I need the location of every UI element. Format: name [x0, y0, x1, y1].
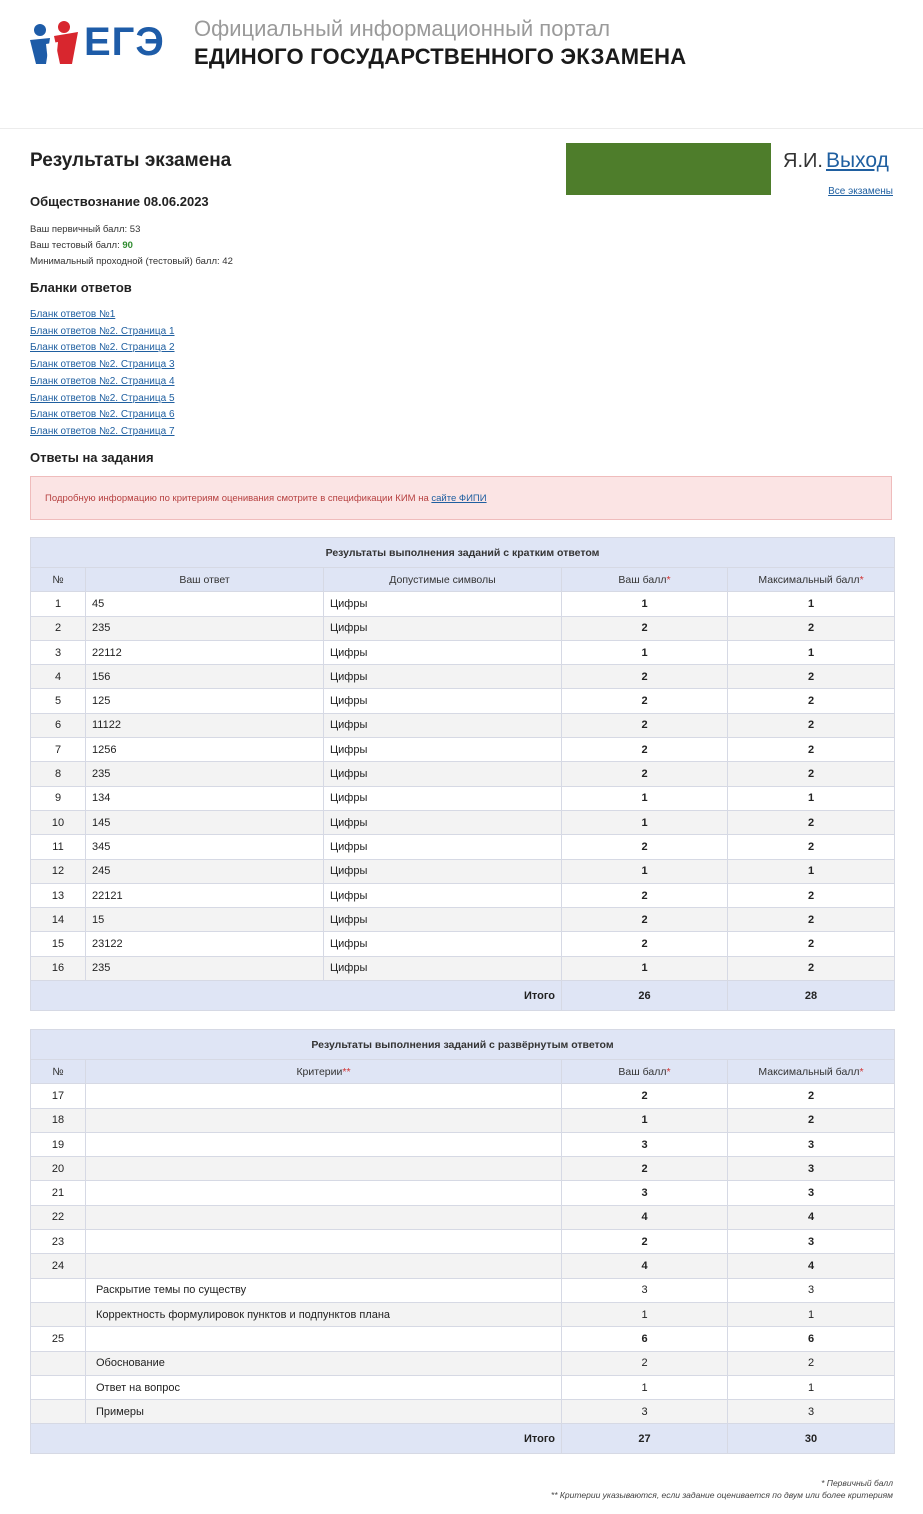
allowed-symbols: Цифры	[324, 956, 562, 980]
criterion-name	[86, 1108, 562, 1132]
max-score: 4	[728, 1254, 895, 1278]
criterion-name: Ответ на вопрос	[86, 1375, 562, 1399]
blank-link[interactable]: Бланк ответов №2. Страница 1	[30, 325, 175, 337]
max-score: 2	[728, 1108, 895, 1132]
total-label: Итого	[31, 981, 562, 1011]
your-score: 3	[562, 1400, 728, 1424]
task-number: 14	[31, 908, 86, 932]
col-max-header	[728, 568, 895, 592]
logo-figure-icon	[28, 20, 80, 66]
primary-score-label: Ваш первичный балл:	[30, 224, 130, 235]
task-number: 10	[31, 810, 86, 834]
task-number: 2	[31, 616, 86, 640]
max-score: 2	[728, 1084, 895, 1108]
task-number: 25	[31, 1327, 86, 1351]
allowed-symbols: Цифры	[324, 786, 562, 810]
your-score: 3	[562, 1132, 728, 1156]
allowed-symbols: Цифры	[324, 640, 562, 664]
min-score-value: 42	[222, 256, 233, 267]
table-row	[31, 738, 895, 762]
your-answer: 235	[86, 956, 324, 980]
task-number: 20	[31, 1157, 86, 1181]
total-score: 26	[562, 981, 728, 1011]
allowed-symbols: Цифры	[324, 738, 562, 762]
your-answer: 1256	[86, 738, 324, 762]
blank-link[interactable]: Бланк ответов №2. Страница 2	[30, 342, 175, 354]
col-score-header	[562, 568, 728, 592]
max-score: 2	[728, 932, 895, 956]
total-label: Итого	[31, 1424, 562, 1454]
max-score: 1	[728, 859, 895, 883]
criterion-name: Примеры	[86, 1400, 562, 1424]
max-score: 2	[728, 835, 895, 859]
max-score: 2	[728, 713, 895, 737]
max-score: 2	[728, 883, 895, 907]
task-number	[31, 1278, 86, 1302]
max-score: 3	[728, 1278, 895, 1302]
your-score: 2	[562, 1084, 728, 1108]
table-row	[31, 665, 895, 689]
criteria-row	[31, 1351, 895, 1375]
total-row	[31, 981, 895, 1011]
your-score: 2	[562, 1230, 728, 1254]
your-answer: 11122	[86, 713, 324, 737]
your-answer: 23122	[86, 932, 324, 956]
task-number	[31, 1375, 86, 1399]
table-row	[31, 1132, 895, 1156]
your-score: 2	[562, 883, 728, 907]
task-number: 18	[31, 1108, 86, 1132]
max-score: 2	[728, 762, 895, 786]
table-row	[31, 883, 895, 907]
criteria-row	[31, 1278, 895, 1302]
max-score: 1	[728, 640, 895, 664]
max-score: 4	[728, 1205, 895, 1229]
fipi-link[interactable]: сайте ФИПИ	[431, 493, 487, 504]
allowed-symbols: Цифры	[324, 908, 562, 932]
task-number: 24	[31, 1254, 86, 1278]
blanks-title: Бланки ответов	[30, 280, 132, 295]
short-answer-table	[30, 537, 895, 1011]
table-row	[31, 616, 895, 640]
your-score: 1	[562, 1108, 728, 1132]
task-number: 4	[31, 665, 86, 689]
allowed-symbols: Цифры	[324, 932, 562, 956]
table-row	[31, 956, 895, 980]
task-number: 21	[31, 1181, 86, 1205]
allowed-symbols: Цифры	[324, 883, 562, 907]
allowed-symbols: Цифры	[324, 592, 562, 616]
table-row	[31, 689, 895, 713]
portal-title: ЕДИНОГО ГОСУДАРСТВЕННОГО ЭКЗАМЕНА	[194, 44, 687, 69]
task-number: 5	[31, 689, 86, 713]
asterisk: *	[859, 1065, 864, 1078]
max-score: 1	[728, 1302, 895, 1326]
table-row	[31, 859, 895, 883]
max-header-label: Максимальный балл	[758, 1065, 860, 1078]
primary-score-line	[30, 222, 233, 238]
score-header-label: Ваш балл	[618, 573, 667, 586]
asterisk: *	[666, 573, 671, 586]
your-score: 2	[562, 665, 728, 689]
your-score: 2	[562, 738, 728, 762]
your-answer: 15	[86, 908, 324, 932]
max-score: 3	[728, 1157, 895, 1181]
your-answer: 235	[86, 616, 324, 640]
site-header	[0, 0, 923, 129]
your-score: 3	[562, 1278, 728, 1302]
col-max-header	[728, 1060, 895, 1084]
col-number-header: №	[31, 568, 86, 592]
max-score: 2	[728, 738, 895, 762]
max-header-label: Максимальный балл	[758, 573, 860, 586]
table-row	[31, 713, 895, 737]
task-number: 1	[31, 592, 86, 616]
total-max: 28	[728, 981, 895, 1011]
col-answer-header: Ваш ответ	[86, 568, 324, 592]
table-row	[31, 1157, 895, 1181]
blank-link[interactable]: Бланк ответов №2. Страница 3	[30, 359, 175, 371]
criterion-name	[86, 1327, 562, 1351]
task-number: 7	[31, 738, 86, 762]
your-score: 2	[562, 713, 728, 737]
max-score: 2	[728, 956, 895, 980]
your-score: 1	[562, 592, 728, 616]
criteria-header-label: Критерии	[296, 1065, 343, 1078]
your-score: 4	[562, 1254, 728, 1278]
table-row	[31, 592, 895, 616]
your-score: 2	[562, 908, 728, 932]
your-score: 6	[562, 1327, 728, 1351]
all-exams-link[interactable]: Все экзамены	[828, 186, 893, 197]
task-number: 16	[31, 956, 86, 980]
allowed-symbols: Цифры	[324, 689, 562, 713]
criterion-name	[86, 1205, 562, 1229]
redacted-name-block	[566, 143, 771, 195]
table-row	[31, 1230, 895, 1254]
long-table-caption: Результаты выполнения заданий с развёрнутым ответом	[31, 1030, 895, 1060]
your-score: 1	[562, 1375, 728, 1399]
blank-link[interactable]: Бланк ответов №2. Страница 6	[30, 409, 175, 421]
task-number: 15	[31, 932, 86, 956]
task-number: 23	[31, 1230, 86, 1254]
your-answer: 125	[86, 689, 324, 713]
your-score: 1	[562, 640, 728, 664]
task-number: 19	[31, 1132, 86, 1156]
task-number	[31, 1351, 86, 1375]
footnotes	[551, 1477, 893, 1501]
allowed-symbols: Цифры	[324, 762, 562, 786]
your-answer: 156	[86, 665, 324, 689]
logo-text: ЕГЭ	[84, 20, 165, 64]
portal-subtitle: Официальный информационный портал	[194, 16, 611, 41]
test-score-line	[30, 238, 233, 254]
primary-score-value: 53	[129, 224, 141, 235]
blank-link[interactable]: Бланк ответов №2. Страница 5	[30, 392, 175, 404]
your-score: 2	[562, 689, 728, 713]
max-score: 1	[728, 592, 895, 616]
max-score: 2	[728, 908, 895, 932]
test-score-label: Ваш тестовый балл:	[30, 240, 123, 251]
exam-subject: Обществознание 08.06.2023	[30, 194, 209, 209]
allowed-symbols: Цифры	[324, 616, 562, 640]
allowed-symbols: Цифры	[324, 713, 562, 737]
table-row	[31, 1327, 895, 1351]
max-score: 3	[728, 1400, 895, 1424]
user-name: Я.И.	[783, 150, 823, 172]
your-score: 1	[562, 786, 728, 810]
max-score: 2	[728, 810, 895, 834]
blanks-list	[30, 307, 175, 441]
table-row	[31, 1108, 895, 1132]
your-answer: 145	[86, 810, 324, 834]
table-row	[31, 908, 895, 932]
asterisk: *	[666, 1065, 671, 1078]
table-row	[31, 1084, 895, 1108]
score-header-label: Ваш балл	[618, 1065, 667, 1078]
task-number: 22	[31, 1205, 86, 1229]
your-answer: 134	[86, 786, 324, 810]
total-max: 30	[728, 1424, 895, 1454]
max-score: 3	[728, 1132, 895, 1156]
table-row	[31, 835, 895, 859]
your-score: 2	[562, 762, 728, 786]
task-number	[31, 1400, 86, 1424]
total-score: 27	[562, 1424, 728, 1454]
criterion-name: Обоснование	[86, 1351, 562, 1375]
max-score: 2	[728, 616, 895, 640]
criterion-name	[86, 1157, 562, 1181]
your-score: 1	[562, 956, 728, 980]
your-answer: 345	[86, 835, 324, 859]
criterion-name	[86, 1181, 562, 1205]
blank-link[interactable]: Бланк ответов №2. Страница 7	[30, 425, 175, 437]
max-score: 1	[728, 1375, 895, 1399]
footnote-criteria: ** Критерии указываются, если задание оценивается по двум или более критериям	[550, 1490, 893, 1500]
your-score: 1	[562, 859, 728, 883]
your-score: 2	[562, 932, 728, 956]
criterion-name: Корректность формулировок пунктов и подпунктов плана	[86, 1302, 562, 1326]
max-score: 2	[728, 1351, 895, 1375]
criterion-name	[86, 1084, 562, 1108]
your-score: 2	[562, 1351, 728, 1375]
fipi-alert	[30, 476, 892, 520]
your-score: 2	[562, 835, 728, 859]
your-score: 2	[562, 1157, 728, 1181]
test-score-value: 90	[122, 240, 133, 251]
asterisk: **	[342, 1065, 351, 1078]
your-answer: 22121	[86, 883, 324, 907]
footnote-primary: * Первичный балл	[821, 1478, 893, 1488]
task-number: 3	[31, 640, 86, 664]
page-title: Результаты экзамена	[30, 150, 232, 171]
table-row	[31, 1254, 895, 1278]
col-number-header: №	[31, 1060, 86, 1084]
your-score: 2	[562, 616, 728, 640]
max-score: 3	[728, 1181, 895, 1205]
your-score: 1	[562, 810, 728, 834]
total-row	[31, 1424, 895, 1454]
allowed-symbols: Цифры	[324, 859, 562, 883]
min-score-label: Минимальный проходной (тестовый) балл:	[30, 256, 223, 267]
allowed-symbols: Цифры	[324, 835, 562, 859]
task-number: 6	[31, 713, 86, 737]
criteria-row	[31, 1375, 895, 1399]
table-row	[31, 786, 895, 810]
max-score: 6	[728, 1327, 895, 1351]
allowed-symbols: Цифры	[324, 665, 562, 689]
allowed-symbols: Цифры	[324, 810, 562, 834]
col-score-header	[562, 1060, 728, 1084]
min-score-line	[30, 254, 233, 270]
your-score: 4	[562, 1205, 728, 1229]
max-score: 2	[728, 665, 895, 689]
table-row	[31, 810, 895, 834]
col-criteria-header	[86, 1060, 562, 1084]
table-row	[31, 1181, 895, 1205]
blank-link[interactable]: Бланк ответов №2. Страница 4	[30, 375, 175, 387]
short-table-caption: Результаты выполнения заданий с кратким ответом	[31, 538, 895, 568]
col-symbols-header: Допустимые символы	[324, 568, 562, 592]
your-answer: 22112	[86, 640, 324, 664]
table-row	[31, 932, 895, 956]
table-row	[31, 640, 895, 664]
criteria-row	[31, 1302, 895, 1326]
asterisk: *	[859, 573, 864, 586]
your-answer: 45	[86, 592, 324, 616]
criterion-name: Раскрытие темы по существу	[86, 1278, 562, 1302]
max-score: 2	[728, 689, 895, 713]
your-score: 3	[562, 1181, 728, 1205]
blank-link[interactable]: Бланк ответов №1	[30, 309, 116, 320]
criterion-name	[86, 1132, 562, 1156]
max-score: 3	[728, 1230, 895, 1254]
task-number: 11	[31, 835, 86, 859]
logout-link[interactable]: Выход	[826, 149, 889, 172]
task-number: 8	[31, 762, 86, 786]
table-row	[31, 1205, 895, 1229]
your-score: 1	[562, 1302, 728, 1326]
long-answer-table	[30, 1029, 895, 1454]
task-number: 13	[31, 883, 86, 907]
your-answer: 235	[86, 762, 324, 786]
answers-title: Ответы на задания	[30, 450, 154, 465]
score-summary	[30, 222, 233, 270]
task-number	[31, 1302, 86, 1326]
criterion-name	[86, 1230, 562, 1254]
your-answer: 245	[86, 859, 324, 883]
criterion-name	[86, 1254, 562, 1278]
task-number: 17	[31, 1084, 86, 1108]
criteria-row	[31, 1400, 895, 1424]
ege-logo[interactable]	[28, 18, 165, 68]
alert-text: Подробную информацию по критериям оценивания смотрите в спецификации КИМ на	[45, 493, 432, 504]
task-number: 12	[31, 859, 86, 883]
table-row	[31, 762, 895, 786]
task-number: 9	[31, 786, 86, 810]
max-score: 1	[728, 786, 895, 810]
